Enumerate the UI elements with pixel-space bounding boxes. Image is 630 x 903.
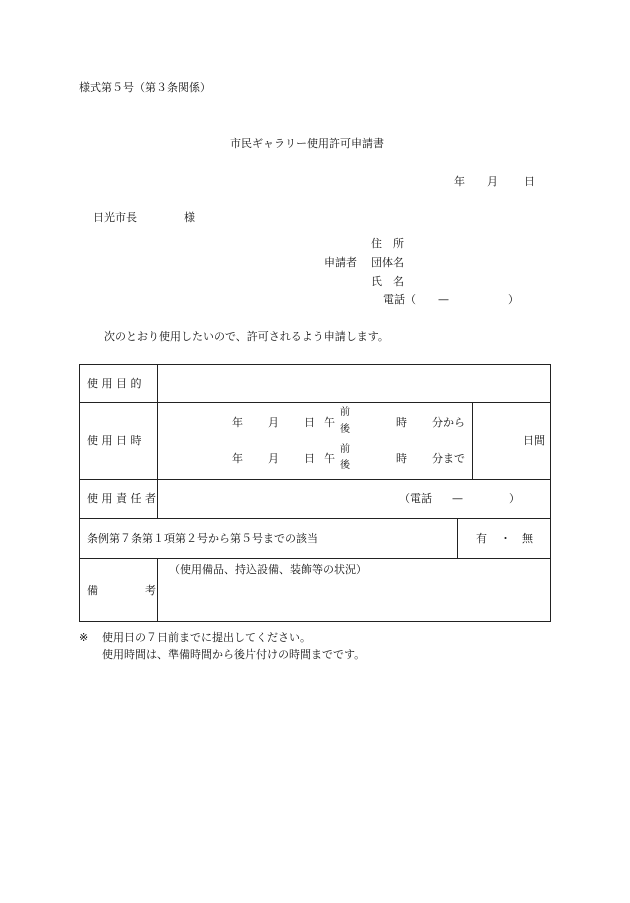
- days-label: 日間: [523, 434, 545, 447]
- applicant-label: 申請者: [324, 256, 357, 269]
- row-divider: [79, 479, 551, 480]
- start-pm-option[interactable]: 後: [340, 424, 350, 435]
- phone-dash: —: [438, 293, 449, 306]
- row-divider: [79, 558, 551, 559]
- remarks-note: （使用備品、持込設備、装飾等の状況）: [169, 563, 367, 576]
- end-month-label: 月: [268, 452, 279, 465]
- start-month-label: 月: [268, 416, 279, 429]
- purpose-label: 使 用 目 的: [87, 377, 142, 390]
- manager-field[interactable]: [159, 481, 548, 517]
- remarks-label-second: 考: [145, 584, 156, 597]
- end-ampm-label: 午: [324, 452, 335, 465]
- addressee-suffix: 様: [184, 211, 195, 224]
- ordinance-no-option[interactable]: 無: [522, 532, 533, 545]
- manager-phone-open: （電話: [399, 492, 432, 505]
- note-mark: ※: [79, 631, 89, 644]
- manager-label: 使 用 責 任 者: [87, 492, 156, 505]
- phone-close: ）: [508, 293, 519, 306]
- days-column-divider: [472, 402, 473, 480]
- label-column-divider: [157, 364, 158, 519]
- datetime-label: 使 用 日 時: [87, 434, 142, 447]
- start-year-label: 年: [232, 416, 243, 429]
- ordinance-separator: ・: [500, 532, 511, 545]
- date-year-label: 年: [454, 175, 465, 188]
- start-day-label: 日: [304, 416, 315, 429]
- row-divider: [79, 402, 551, 403]
- note-line-2: 使用時間は、準備時間から後片付けの時間までです。: [102, 648, 366, 661]
- date-day-label: 日: [524, 175, 535, 188]
- application-form-table: [79, 364, 551, 622]
- remarks-field[interactable]: [159, 578, 548, 619]
- end-minute-label: 分まで: [432, 452, 465, 465]
- start-am-option[interactable]: 前: [340, 407, 350, 418]
- start-hour-label: 時: [396, 416, 407, 429]
- ordinance-column-divider: [457, 518, 458, 559]
- end-day-label: 日: [304, 452, 315, 465]
- form-number: 様式第５号（第３条関係）: [79, 81, 211, 94]
- page-title: 市民ギャラリー使用許可申請書: [230, 137, 384, 150]
- ordinance-yes-option[interactable]: 有: [476, 532, 487, 545]
- ordinance-label: 条例第７条第１項第２号から第５号までの該当: [87, 532, 318, 545]
- start-minute-label: 分から: [432, 416, 465, 429]
- table-border-top: [79, 364, 551, 365]
- note-line-1: 使用日の７日前までに提出してください。: [102, 631, 311, 644]
- intro-text: 次のとおり使用したいので、許可されるよう申請します。: [104, 330, 389, 343]
- address-label: 住 所: [371, 237, 404, 250]
- date-month-label: 月: [487, 175, 498, 188]
- table-border-bottom: [79, 621, 551, 622]
- remarks-label-first: 備: [87, 584, 98, 597]
- manager-phone-dash: —: [452, 492, 463, 505]
- label-column-divider: [157, 558, 158, 622]
- end-year-label: 年: [232, 452, 243, 465]
- addressee: 日光市長: [93, 211, 137, 224]
- purpose-field[interactable]: [159, 366, 548, 400]
- group-name-label: 団体名: [371, 256, 404, 269]
- name-label: 氏 名: [371, 275, 404, 288]
- end-am-option[interactable]: 前: [340, 444, 350, 455]
- manager-phone-close: ）: [509, 492, 520, 505]
- start-ampm-label: 午: [324, 416, 335, 429]
- row-divider: [79, 518, 551, 519]
- phone-label: 電話（: [383, 293, 416, 306]
- end-hour-label: 時: [396, 452, 407, 465]
- end-pm-option[interactable]: 後: [340, 460, 350, 471]
